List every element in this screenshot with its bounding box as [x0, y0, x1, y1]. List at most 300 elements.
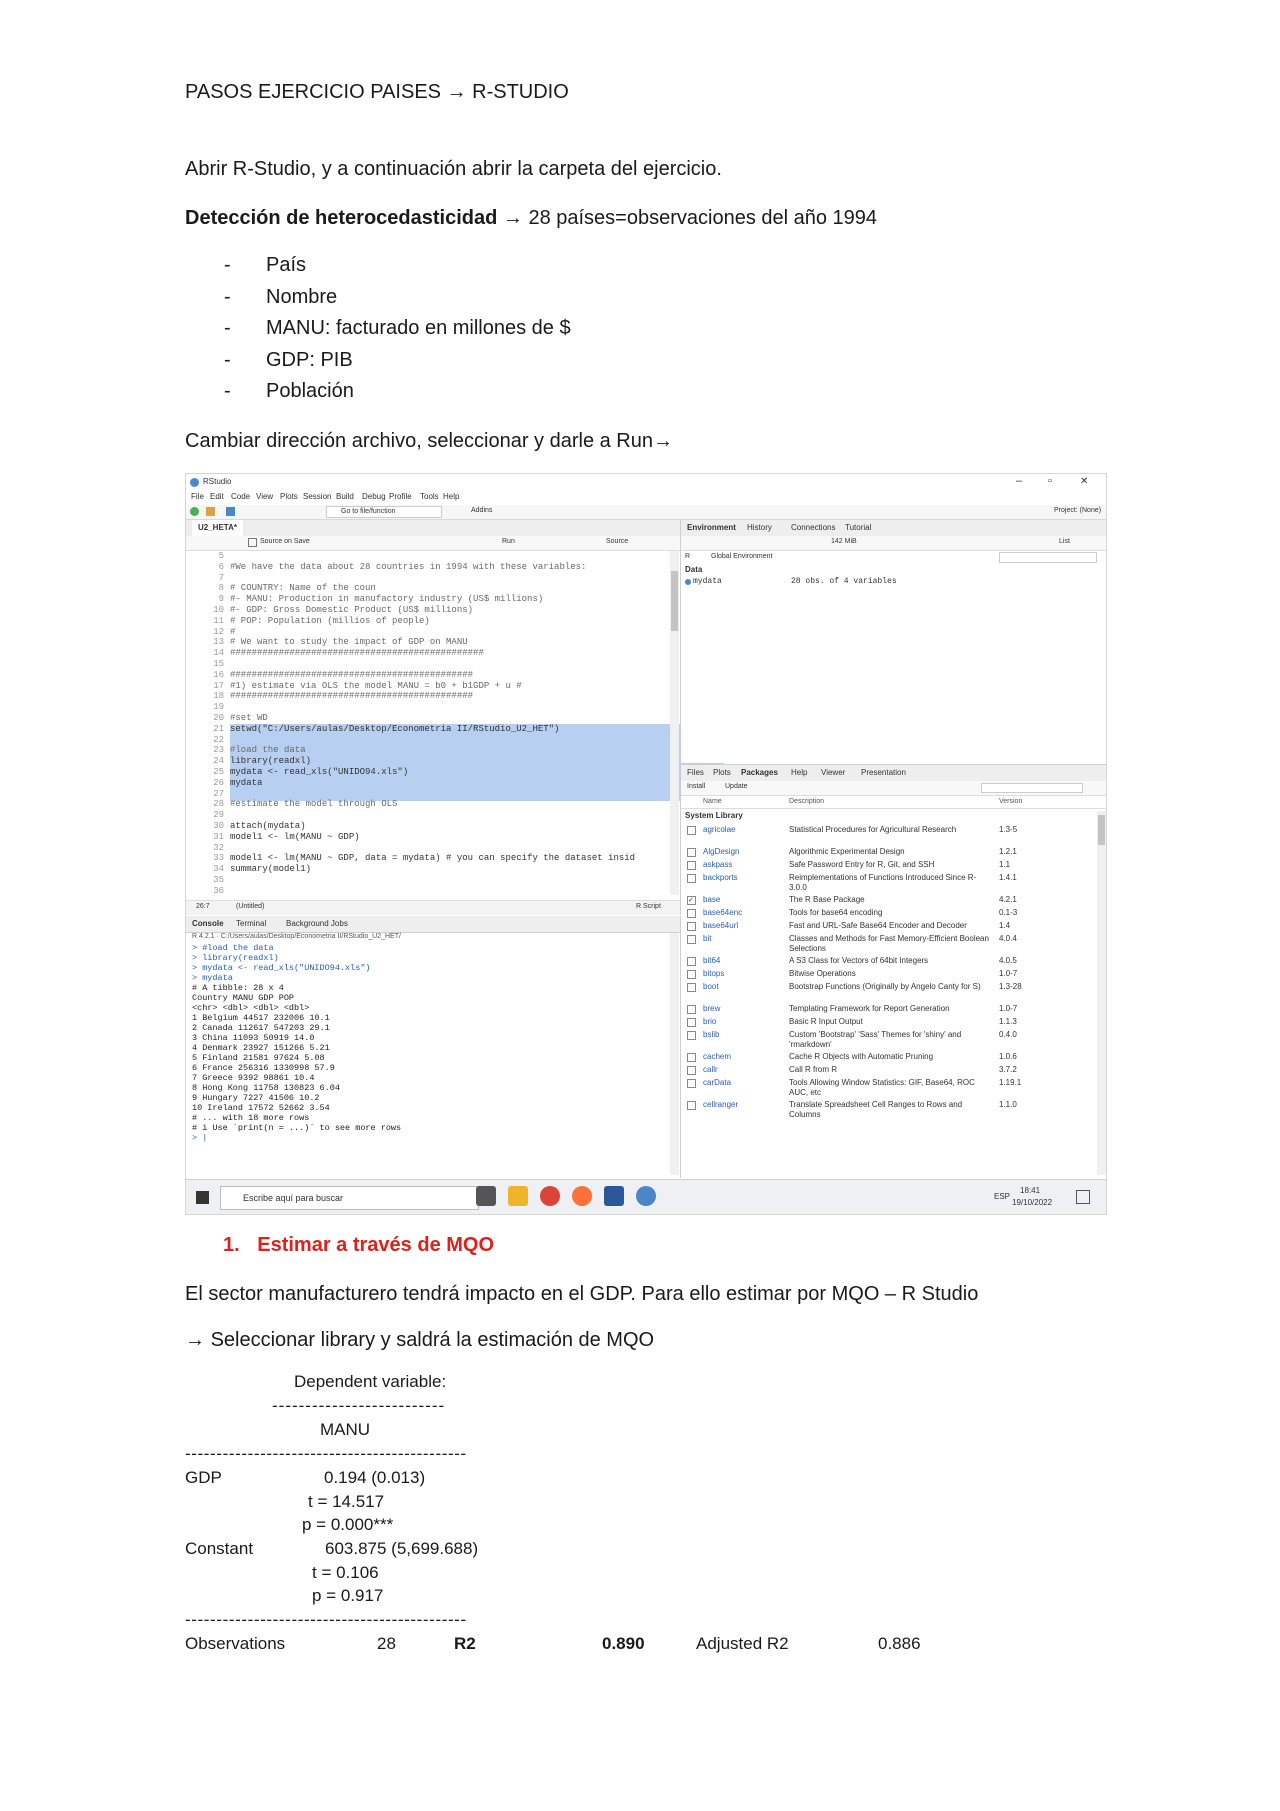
system-library-label: System Library	[685, 811, 743, 820]
package-checkbox[interactable]: ✓	[687, 896, 696, 905]
tab-tutorial[interactable]: Tutorial	[845, 523, 872, 532]
line-number: 22	[213, 734, 224, 745]
main-toolbar	[186, 505, 1106, 520]
code-text: ###############################################	[230, 648, 484, 659]
code-line	[186, 756, 311, 767]
editor-scrollbar[interactable]	[670, 551, 679, 895]
code-text: #1) estimate via OLS the model MANU = b0 + b1GDP + u #	[230, 680, 522, 691]
list-item: - País	[224, 254, 307, 276]
line-number: 36	[213, 885, 224, 896]
package-checkbox[interactable]	[687, 848, 696, 857]
console-line: <chr> <dbl> <dbl> <dbl>	[192, 1003, 310, 1013]
code-line	[186, 799, 397, 810]
package-name[interactable]: base64url	[703, 921, 739, 930]
document-title	[185, 80, 569, 104]
console-line: 4 Denmark 23927 151266 5.21	[192, 1043, 330, 1053]
code-line	[186, 843, 230, 854]
line-number: 31	[213, 831, 224, 842]
package-checkbox[interactable]	[687, 1005, 696, 1014]
code-text: model1 <- lm(MANU ~ GDP)	[230, 831, 360, 842]
package-checkbox[interactable]	[687, 1018, 696, 1027]
line-number: 20	[213, 713, 224, 723]
tab-environment[interactable]: Environment	[687, 523, 736, 532]
menu-edit[interactable]: Edit	[210, 492, 224, 501]
console-line: # ... with 18 more rows	[192, 1113, 310, 1123]
packages-search-input[interactable]	[981, 783, 1083, 793]
scope-label: (Untitled)	[236, 903, 265, 910]
code-line	[186, 681, 522, 692]
paragraph-library	[185, 1328, 654, 1352]
language-select[interactable]: R	[685, 553, 691, 560]
package-version: 1.1	[999, 860, 1011, 869]
package-name[interactable]: backports	[703, 873, 738, 882]
line-number: 7	[218, 572, 224, 583]
packages-scrollbar[interactable]	[1097, 811, 1106, 1175]
line-number: 13	[213, 637, 224, 648]
package-checkbox[interactable]	[687, 1053, 696, 1062]
title-post: R-STUDIO	[472, 81, 569, 103]
tab-help[interactable]: Help	[791, 768, 808, 777]
file-type-label[interactable]: R Script	[636, 903, 661, 910]
package-description: Statistical Procedures for Agricultural Research	[789, 825, 957, 834]
code-text: #- GDP: Gross Domestic Product (US$ millions)	[230, 605, 474, 615]
code-area[interactable]	[186, 551, 670, 895]
package-description: Templating Framework for Report Generation	[789, 1004, 950, 1013]
line-number: 35	[213, 875, 224, 885]
console-line: 10 Ireland 17572 52662 3.54	[192, 1103, 330, 1113]
packages-pane	[681, 764, 1106, 1179]
package-description: Bootstrap Functions (Originally by Angelo Canty for S)	[789, 982, 981, 991]
package-name[interactable]: callr	[703, 1065, 718, 1074]
tab-connections[interactable]: Connections	[791, 523, 836, 532]
console-line: > |	[192, 1133, 208, 1143]
code-text: # We want to study the impact of GDP on MANU	[230, 637, 468, 648]
package-description: A S3 Class for Vectors of 64bit Integers	[789, 956, 929, 965]
constant-t-stat: t = 0.106	[312, 1563, 379, 1582]
package-description: Bitwise Operations	[789, 969, 856, 978]
code-text: mydata <- read_xls("UNIDO94.xls")	[230, 767, 409, 777]
col-version[interactable]: Version	[999, 798, 1023, 805]
constant-coefficient: 603.875 (5,699.688)	[325, 1539, 479, 1558]
package-version: 4.0.5	[999, 956, 1017, 965]
project-menu[interactable]: Project: (None)	[1054, 507, 1102, 514]
rstudio-logo-icon	[190, 478, 199, 487]
line-number: 32	[213, 842, 224, 853]
app-title: RStudio	[203, 477, 232, 486]
code-line	[186, 724, 559, 735]
line-number: 17	[213, 680, 224, 691]
console-line: 3 China 11093 50919 14.0	[192, 1033, 315, 1043]
code-line	[186, 713, 268, 724]
package-name[interactable]: bitops	[703, 969, 725, 978]
code-line	[186, 810, 230, 821]
code-line	[186, 735, 230, 746]
col-description[interactable]: Description	[789, 798, 825, 805]
new-file-icon[interactable]	[190, 507, 199, 516]
code-text: #set WD	[230, 713, 268, 723]
console-line: 7 Greece 9392 98861 10.4	[192, 1073, 315, 1083]
console-line: 5 Finland 21581 97624 5.08	[192, 1053, 325, 1063]
clock-date[interactable]: 19/10/2022	[1012, 1198, 1053, 1207]
divider-bottom: ---------------------------------------------	[185, 1610, 467, 1629]
code-line	[186, 594, 543, 605]
code-text: summary(model1)	[230, 864, 312, 875]
detection-bold: Detección de heterocedasticidad	[185, 207, 498, 229]
package-name[interactable]: bit	[703, 934, 712, 943]
editor-tab-bar	[186, 520, 680, 537]
package-name[interactable]: bslib	[703, 1030, 720, 1039]
line-number: 34	[213, 864, 224, 875]
code-line	[186, 821, 306, 832]
list-item: - Nombre	[224, 285, 338, 308]
firefox-icon[interactable]	[572, 1186, 592, 1206]
clock-time[interactable]: 18:41	[1020, 1186, 1041, 1195]
package-name[interactable]: bit64	[703, 956, 721, 965]
env-row-mydata[interactable]	[681, 576, 1106, 588]
console-line: 1 Belgium 44517 232006 10.1	[192, 1013, 330, 1023]
package-description: Tools Allowing Window Statistics: GIF, Base64, ROC AUC, etc	[789, 1078, 975, 1097]
expand-icon[interactable]	[685, 579, 691, 585]
package-version: 1.0-7	[999, 1004, 1018, 1013]
console-scrollbar[interactable]	[670, 933, 679, 1175]
addins-menu[interactable]: Addins	[471, 507, 493, 514]
env-var-value: 28 obs. of 4 variables	[791, 577, 897, 586]
console-line: 9 Hungary 7227 41506 10.2	[192, 1093, 320, 1103]
intro-paragraph: Abrir R-Studio, y a continuación abrir la carpeta del ejercicio.	[185, 158, 722, 180]
env-scope-bar	[681, 551, 1106, 564]
tab-history[interactable]: History	[747, 523, 772, 532]
package-version: 1.1.0	[999, 1100, 1017, 1109]
line-number: 21	[213, 723, 224, 734]
code-line	[186, 875, 230, 886]
code-line	[186, 702, 230, 713]
window-titlebar	[186, 474, 1106, 492]
rstudio-taskbar-icon[interactable]	[636, 1186, 656, 1206]
package-name[interactable]: carData	[703, 1078, 732, 1087]
gdp-t-stat: t = 14.517	[308, 1492, 385, 1511]
col-name[interactable]: Name	[703, 798, 722, 805]
line-number: 25	[213, 767, 224, 777]
package-description: Tools for base64 encoding	[789, 908, 883, 917]
package-version: 1.0-7	[999, 969, 1018, 978]
package-checkbox[interactable]	[687, 861, 696, 870]
minimize-button[interactable]: –	[1016, 475, 1023, 487]
code-text: # POP: Population (millios of people)	[230, 615, 430, 626]
menu-session[interactable]: Session	[303, 492, 332, 501]
package-description: Reimplementations of Functions Introduced Since R-3.0.0	[789, 873, 977, 892]
packages-list	[681, 825, 1096, 1175]
code-line	[186, 605, 473, 616]
line-number: 10	[213, 605, 224, 615]
packages-header	[681, 796, 1106, 809]
package-version: 0.1-3	[999, 908, 1018, 917]
line-number: 6	[218, 561, 224, 572]
file-explorer-icon[interactable]	[508, 1186, 528, 1206]
code-line	[186, 562, 586, 573]
save-icon[interactable]	[226, 507, 235, 516]
tab-plots[interactable]: Plots	[713, 768, 731, 777]
env-search-input[interactable]	[999, 552, 1097, 563]
menu-bar	[186, 492, 1106, 505]
line-number: 8	[218, 583, 224, 594]
line-number: 18	[213, 691, 224, 702]
menu-build[interactable]: Build	[336, 492, 354, 501]
list-item: - GDP: PIB	[224, 348, 353, 371]
tab-editor-file[interactable]: U2_HETA*	[192, 520, 243, 536]
arrow-icon: →	[446, 81, 467, 103]
divider-long: ---------------------------------------------	[185, 1444, 467, 1463]
line-number: 14	[213, 648, 224, 659]
package-checkbox[interactable]	[687, 1079, 696, 1088]
list-item: - Población	[224, 380, 354, 403]
package-checkbox[interactable]	[687, 826, 696, 835]
code-text: attach(mydata)	[230, 821, 306, 831]
section-number: 1.	[223, 1234, 240, 1256]
tab-console[interactable]: Console	[192, 919, 224, 928]
line-number: 33	[213, 853, 224, 864]
menu-debug[interactable]: Debug	[362, 492, 386, 501]
update-button[interactable]: Update	[725, 783, 748, 790]
console-tab-bar	[186, 916, 680, 933]
package-checkbox[interactable]	[687, 909, 696, 918]
maximize-button[interactable]: ▫	[1048, 475, 1052, 487]
code-line	[186, 573, 230, 584]
section-title: Estimar a través de MQO	[257, 1234, 495, 1256]
line-number: 15	[213, 659, 224, 669]
package-version: 1.19.1	[999, 1078, 1022, 1087]
package-description: Call R from R	[789, 1065, 838, 1074]
console-output[interactable]	[192, 943, 662, 1175]
package-description: Fast and URL-Safe Base64 Encoder and Decoder	[789, 921, 967, 930]
code-text: #############################################	[230, 691, 474, 702]
console-path: R 4.2.1 · C:/Users/aulas/Desktop/Econometria II/RStudio_U2_HET/	[192, 933, 401, 940]
console-line: 6 France 256316 1330998 57.9	[192, 1063, 335, 1073]
dependent-variable-name: MANU	[320, 1420, 371, 1439]
packages-toolbar	[681, 781, 1106, 796]
detection-heading	[185, 206, 877, 230]
package-name[interactable]: askpass	[703, 860, 733, 869]
run-button[interactable]: Run	[502, 538, 515, 545]
tab-background-jobs[interactable]: Background Jobs	[286, 919, 348, 928]
memory-usage[interactable]: 142 MiB	[831, 538, 857, 545]
console-line: > #load the data	[192, 943, 274, 953]
rstudio-screenshot	[185, 473, 1107, 1215]
console-line: > library(readxl)	[192, 953, 279, 963]
line-number: 27	[213, 788, 224, 799]
tab-packages[interactable]: Packages	[741, 768, 778, 777]
menu-profile[interactable]: Profile	[389, 492, 412, 501]
package-name[interactable]: AlgDesign	[703, 847, 740, 856]
package-name[interactable]: brio	[703, 1017, 717, 1026]
package-description: Translate Spreadsheet Cell Ranges to Rows and Columns	[789, 1100, 963, 1119]
package-description: Safe Password Entry for R, Git, and SSH	[789, 860, 935, 869]
package-checkbox[interactable]	[687, 970, 696, 979]
code-text: #- MANU: Production in manufactory industry (US$ millions)	[230, 594, 544, 605]
code-text: #load the data	[230, 745, 306, 756]
package-checkbox[interactable]	[687, 922, 696, 931]
editor-toolbar	[186, 536, 680, 551]
tab-terminal[interactable]: Terminal	[236, 919, 267, 928]
language-indicator[interactable]: ESP	[994, 1192, 1011, 1201]
windows-start-icon[interactable]	[196, 1191, 209, 1204]
r2-value: 0.890	[602, 1634, 645, 1653]
console-line: Country MANU GDP POP	[192, 993, 295, 1003]
package-description: Classes and Methods for Fast Memory-Efficient Boolean Selections	[789, 934, 989, 953]
code-line	[186, 832, 360, 843]
observations-value: 28	[377, 1634, 396, 1653]
run-instruction: Cambiar dirección archivo, seleccionar y darle a Run→	[185, 430, 673, 452]
task-view-icon[interactable]	[476, 1186, 496, 1206]
package-version: 4.2.1	[999, 895, 1017, 904]
package-version: 4.0.4	[999, 934, 1017, 943]
close-button[interactable]: ✕	[1080, 476, 1089, 487]
source-on-save-checkbox[interactable]	[248, 538, 257, 547]
line-number: 24	[213, 756, 224, 767]
adjusted-r2-value: 0.886	[878, 1634, 921, 1653]
code-text: #estimate the model through OLS	[230, 799, 398, 810]
env-section-label: Data	[685, 565, 703, 574]
code-text: library(readxl)	[230, 756, 312, 767]
detection-rest: 28 países=observaciones del año 1994	[528, 207, 878, 229]
package-name[interactable]: base64enc	[703, 908, 743, 917]
code-line	[186, 616, 430, 627]
gdp-label: GDP	[185, 1468, 222, 1487]
editor-status-bar	[186, 900, 680, 915]
source-on-save-label: Source on Save	[260, 538, 310, 545]
console-line: 8 Hong Kong 11758 130823 6.04	[192, 1083, 340, 1093]
package-checkbox[interactable]	[687, 1031, 696, 1040]
source-button[interactable]: Source	[606, 538, 629, 545]
line-number: 11	[213, 615, 224, 626]
env-var-name: mydata	[693, 577, 722, 586]
package-description: Cache R Objects with Automatic Pruning	[789, 1052, 934, 1061]
menu-code[interactable]: Code	[231, 492, 251, 501]
package-name[interactable]: agricolae	[703, 825, 736, 834]
package-checkbox[interactable]	[687, 1066, 696, 1075]
adjusted-r2-label: Adjusted R2	[696, 1634, 789, 1653]
code-line	[186, 691, 473, 702]
menu-plots[interactable]: Plots	[280, 492, 298, 501]
menu-help[interactable]: Help	[443, 492, 460, 501]
console-line: 2 Canada 112617 547203 29.1	[192, 1023, 330, 1033]
package-name[interactable]: cellranger	[703, 1100, 739, 1109]
code-text: setwd("C:/Users/aulas/Desktop/Econometria II/RStudio_U2_HET")	[230, 723, 560, 734]
code-line	[186, 648, 484, 659]
code-text: model1 <- lm(MANU ~ GDP, data = mydata) # you can specify the dataset insid	[230, 853, 636, 864]
code-line	[186, 778, 262, 789]
code-text: #	[230, 626, 236, 637]
code-line	[186, 789, 230, 800]
code-line	[186, 864, 311, 875]
files-tab-bar	[681, 765, 1106, 782]
package-version: 1.0.6	[999, 1052, 1017, 1061]
line-number: 26	[213, 777, 224, 788]
package-description: Algorithmic Experimental Design	[789, 847, 905, 856]
chrome-icon[interactable]	[540, 1186, 560, 1206]
package-version: 1.4.1	[999, 873, 1017, 882]
package-version: 1.3-28	[999, 982, 1022, 991]
title-pre: PASOS EJERCICIO PAISES	[185, 81, 441, 103]
code-text: #############################################	[230, 669, 474, 680]
taskbar-search-input[interactable]: Escribe aquí para buscar	[220, 1186, 479, 1210]
code-line	[186, 627, 235, 638]
package-description: Custom 'Bootstrap' 'Sass' Themes for 'shiny' and 'rmarkdown'	[789, 1030, 962, 1049]
package-description: Basic R Input Output	[789, 1017, 863, 1026]
console-line: # i Use `print(n = ...)` to see more rows	[192, 1123, 402, 1133]
package-description: The R Base Package	[789, 895, 865, 904]
paragraph-mqo: El sector manufacturero tendrá impacto en el GDP. Para ello estimar por MQO – R Studio	[185, 1283, 979, 1305]
line-number: 5	[218, 551, 224, 561]
global-env-select[interactable]: Global Environment	[711, 553, 773, 560]
package-name[interactable]: base	[703, 895, 721, 904]
word-icon[interactable]	[604, 1186, 624, 1206]
section-heading	[223, 1233, 494, 1257]
list-view-toggle[interactable]: List	[1059, 538, 1070, 545]
divider-short: --------------------------	[272, 1396, 446, 1415]
code-line	[186, 659, 230, 670]
goto-file-input[interactable]: Go to file/function	[326, 506, 442, 518]
package-name[interactable]: boot	[703, 982, 719, 991]
dependent-variable-label: Dependent variable:	[294, 1372, 447, 1391]
windows-taskbar	[186, 1179, 1106, 1215]
package-checkbox[interactable]	[687, 935, 696, 944]
package-version: 1.3-5	[999, 825, 1018, 834]
arrow-icon: →	[502, 207, 523, 229]
constant-p-value: p = 0.917	[312, 1586, 384, 1605]
environment-pane	[681, 520, 1106, 763]
code-text: # COUNTRY: Name of the coun	[230, 583, 376, 594]
gdp-coefficient: 0.194 (0.013)	[324, 1468, 426, 1487]
code-line	[186, 745, 306, 756]
env-tab-bar	[681, 520, 1106, 537]
package-name[interactable]: brew	[703, 1004, 721, 1013]
console-line: > mydata <- read_xls("UNIDO94.xls")	[192, 963, 371, 973]
line-number: 23	[213, 745, 224, 756]
code-line	[186, 886, 230, 897]
editor-pane	[186, 520, 681, 915]
package-checkbox[interactable]	[687, 874, 696, 883]
package-version: 1.2.1	[999, 847, 1017, 856]
menu-view[interactable]: View	[256, 492, 274, 501]
line-number: 29	[213, 810, 224, 821]
package-checkbox[interactable]	[687, 983, 696, 992]
list-item: - MANU: facturado en millones de $	[224, 317, 571, 340]
package-version: 0.4.0	[999, 1030, 1017, 1039]
code-text: #We have the data about 28 countries in 1994 with these variables:	[230, 561, 587, 572]
package-version: 1.4	[999, 921, 1011, 930]
install-button[interactable]: Install	[687, 783, 706, 790]
package-version: 3.7.2	[999, 1065, 1017, 1074]
package-name[interactable]: cachem	[703, 1052, 732, 1061]
package-checkbox[interactable]	[687, 1101, 696, 1110]
console-line: # A tibble: 28 x 4	[192, 983, 284, 993]
line-number: 16	[213, 669, 224, 680]
open-folder-icon[interactable]	[206, 507, 215, 516]
notifications-icon[interactable]	[1076, 1190, 1090, 1204]
tab-viewer[interactable]: Viewer	[821, 768, 846, 777]
line-number: 28	[213, 799, 224, 810]
menu-tools[interactable]: Tools	[420, 492, 439, 501]
cursor-position: 26:7	[196, 903, 210, 910]
menu-file[interactable]: File	[191, 492, 204, 501]
tab-files[interactable]: Files	[687, 768, 704, 777]
line-number: 19	[213, 702, 224, 713]
constant-label: Constant	[185, 1539, 254, 1558]
code-line	[186, 637, 468, 648]
code-line	[186, 853, 635, 864]
tab-presentation[interactable]: Presentation	[861, 768, 906, 777]
package-checkbox[interactable]	[687, 957, 696, 966]
